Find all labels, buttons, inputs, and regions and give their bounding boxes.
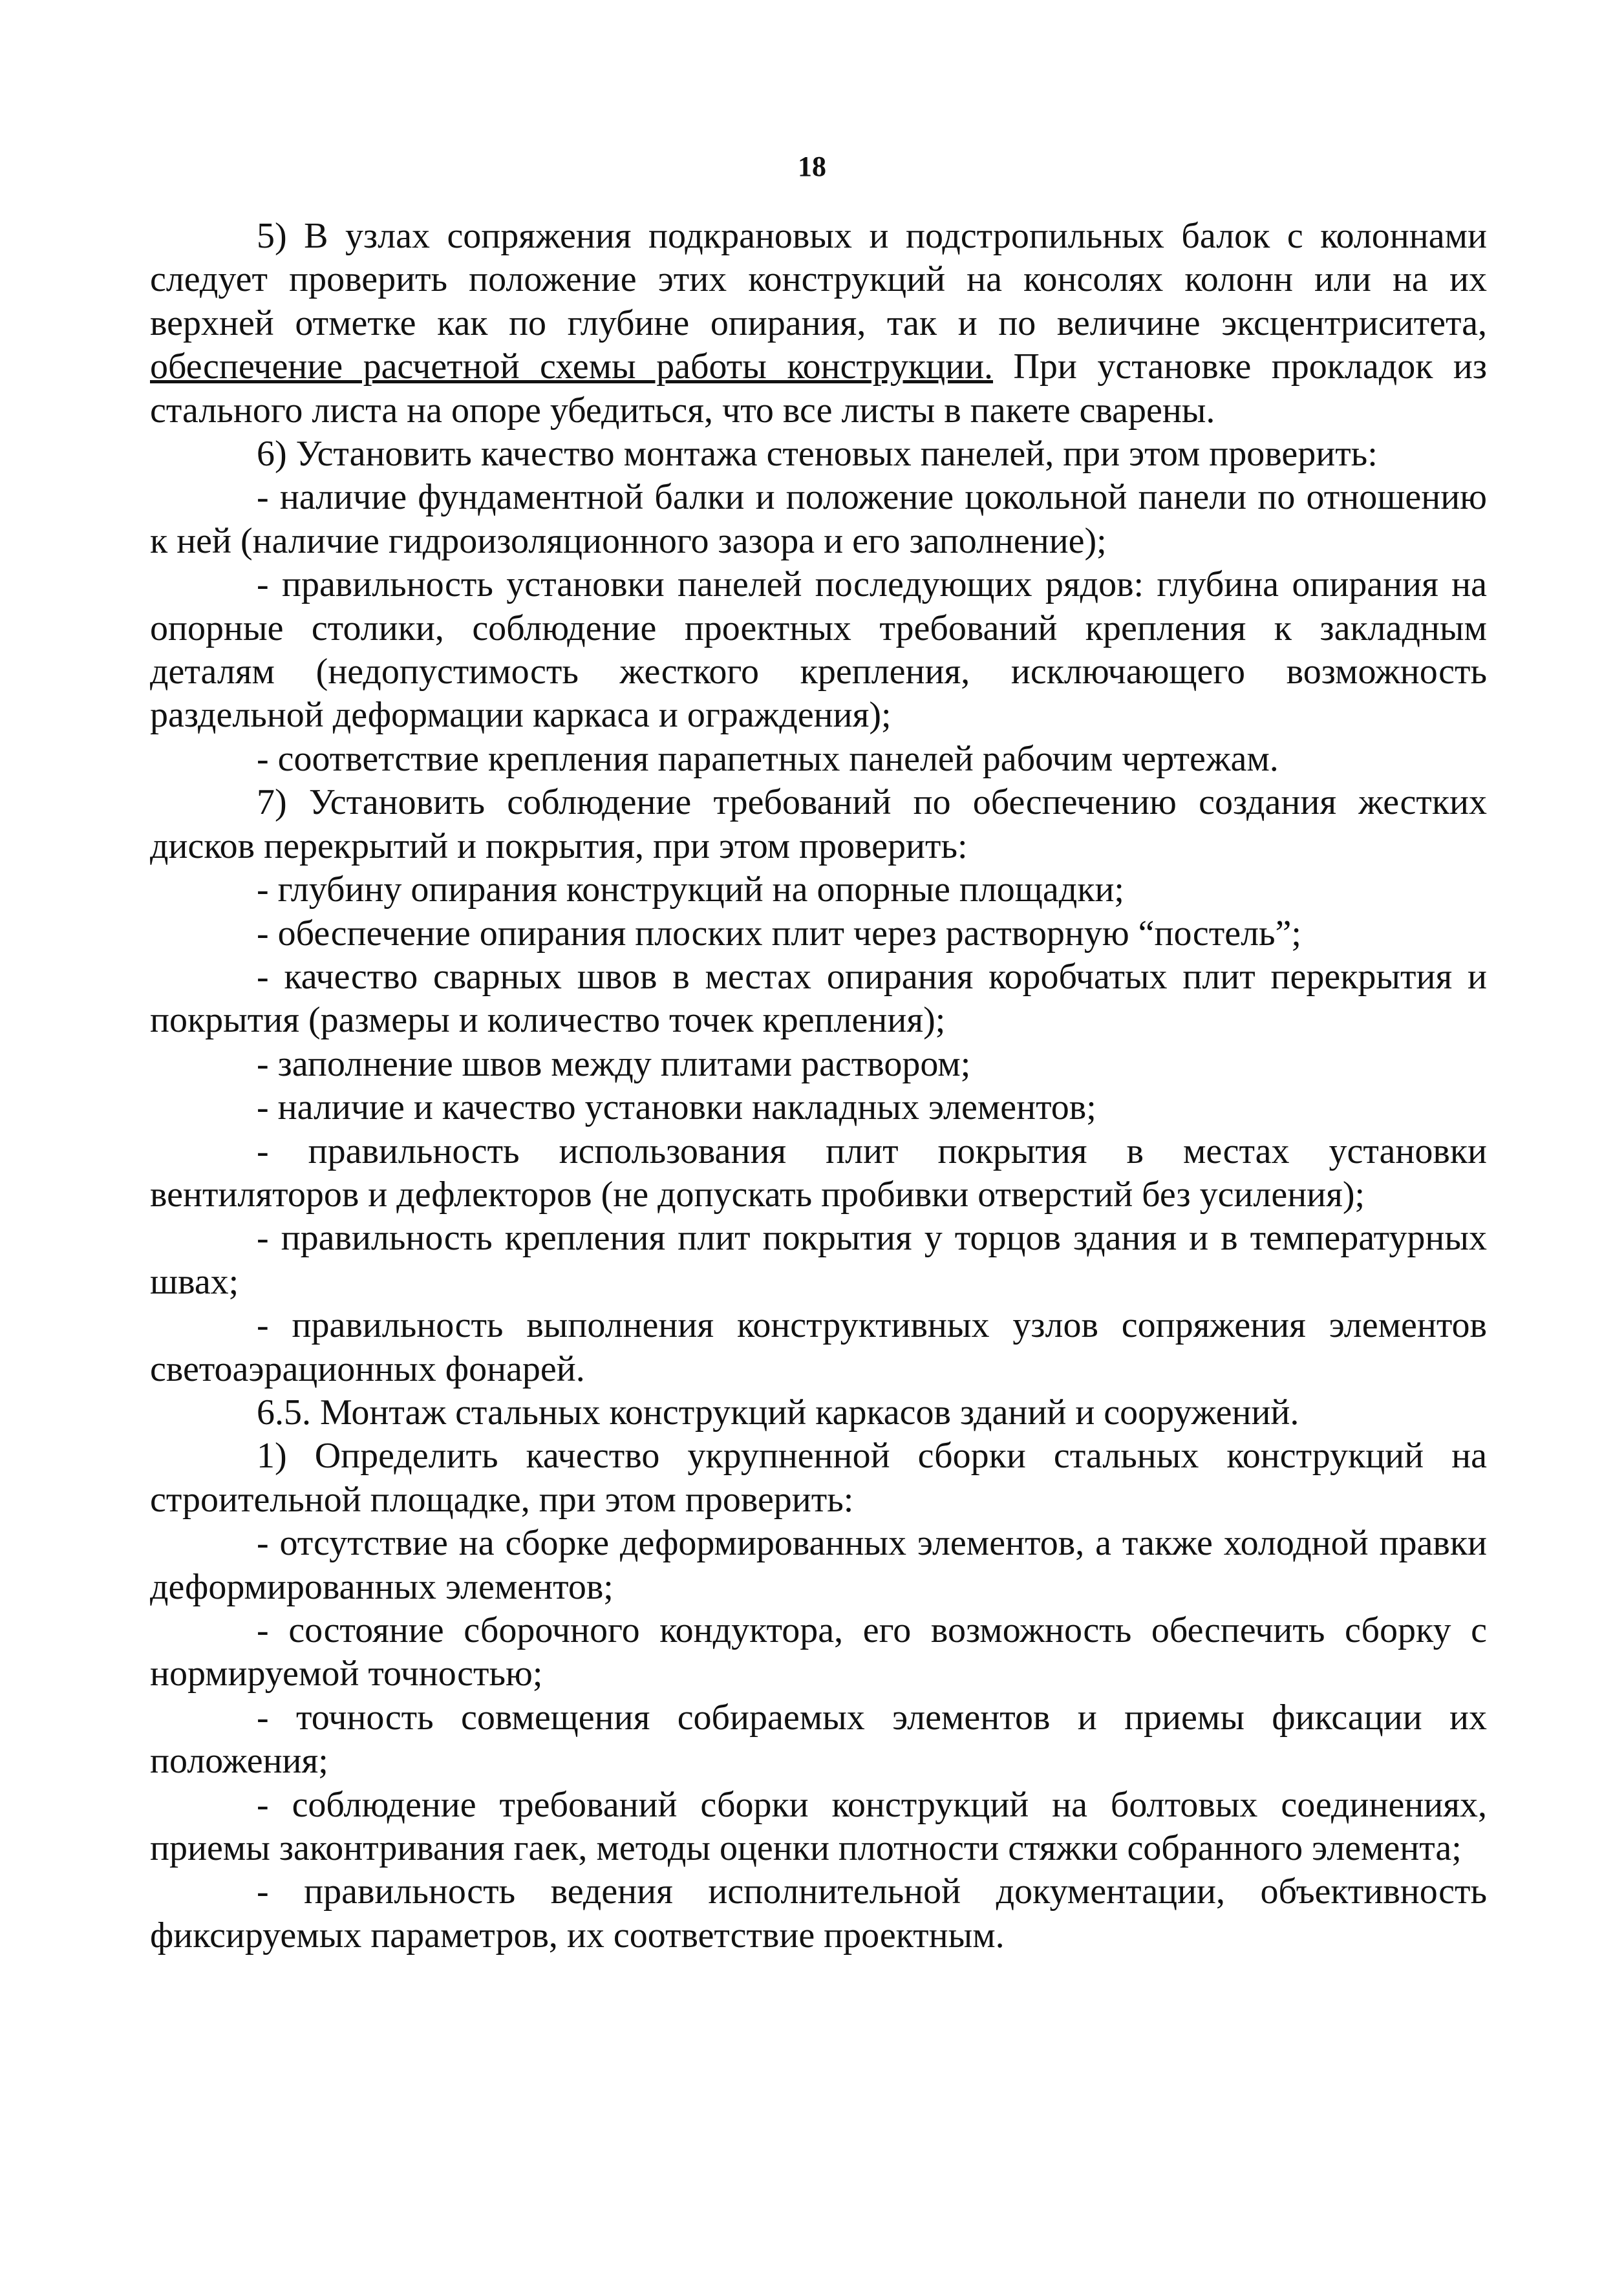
document-body (150, 215, 1487, 1957)
list-item: - наличие и качество установки накладных элементов; (257, 1087, 1096, 1128)
paragraph-6: 6) Установить качество монтажа стеновых панелей, при этом проверить: (257, 434, 1378, 474)
list-item: - соответствие крепления парапетных панелей рабочим чертежам. (257, 738, 1279, 779)
paragraph-5-text: 5) В узлах сопряжения подкрановых и подстропильных балок с колоннами следует проверить положение этих конструкций на консолях колонн или на их верхней отметке как по глубине опирания, так и по величине эксцентриситета, (150, 216, 1487, 343)
page-number: 18 (798, 151, 826, 182)
list-item: - правильность ведения исполнительной документации, объективность фиксируемых параметров, их соответствие проектным. (150, 1871, 1487, 1955)
paragraph-7: 7) Установить соблюдение требований по обеспечению создания жестких дисков перекрытий и покрытия, при этом проверить: (150, 782, 1487, 866)
paragraph-5-continuation: При установке прокладок из стального листа на опоре убедиться, что все листы в пакете сварены. (150, 346, 1487, 431)
paragraph-1: 1) Определить качество укрупненной сборки стальных конструкций на строительной площадке, при этом проверить: (150, 1436, 1487, 1520)
list-item: - правильность использования плит покрытия в местах установки вентиляторов и дефлекторов (не допускать пробивки отверстий без усиления); (150, 1131, 1487, 1215)
list-item: - точность совмещения собираемых элементов и приемы фиксации их положения; (150, 1697, 1487, 1782)
list-item: - глубину опирания конструкций на опорные площадки; (257, 869, 1124, 910)
list-item: - обеспечение опирания плоских плит через растворную “постель”; (257, 913, 1301, 954)
list-item: - правильность крепления плит покрытия у торцов здания и в температурных швах; (150, 1218, 1487, 1302)
list-item: - правильность установки панелей последующих рядов: глубина опирания на опорные столики, соблюдение проектных требований крепления к закладным деталям (недопустимость жесткого крепления, исключающего возможность раздельной деформации каркаса и ограждения); (150, 564, 1487, 736)
list-item: - наличие фундаментной балки и положение цокольной панели по отношению к ней (наличие гидроизоляционного зазора и его заполнение); (150, 477, 1487, 561)
list-item: - заполнение швов между плитами раствором; (257, 1043, 971, 1084)
list-item: - соблюдение требований сборки конструкций на болтовых соединениях, приемы законтривания гаек, методы оценки плотности стяжки собранного элемента; (150, 1784, 1487, 1869)
paragraph-5-underlined-text: обеспечение расчетной схемы работы конструкции. (150, 346, 994, 387)
list-item: - качество сварных швов в местах опирания коробчатых плит перекрытия и покрытия (размеры и количество точек крепления); (150, 956, 1487, 1041)
list-item: - отсутствие на сборке деформированных элементов, а также холодной правки деформированных элементов; (150, 1523, 1487, 1607)
paragraph-5 (150, 215, 1487, 432)
list-item: - состояние сборочного кондуктора, его возможность обеспечить сборку с нормируемой точностью; (150, 1610, 1487, 1694)
section-heading: 6.5. Монтаж стальных конструкций каркасов зданий и сооружений. (257, 1392, 1299, 1433)
list-item: - правильность выполнения конструктивных узлов сопряжения элементов светоаэрационных фонарей. (150, 1305, 1487, 1389)
